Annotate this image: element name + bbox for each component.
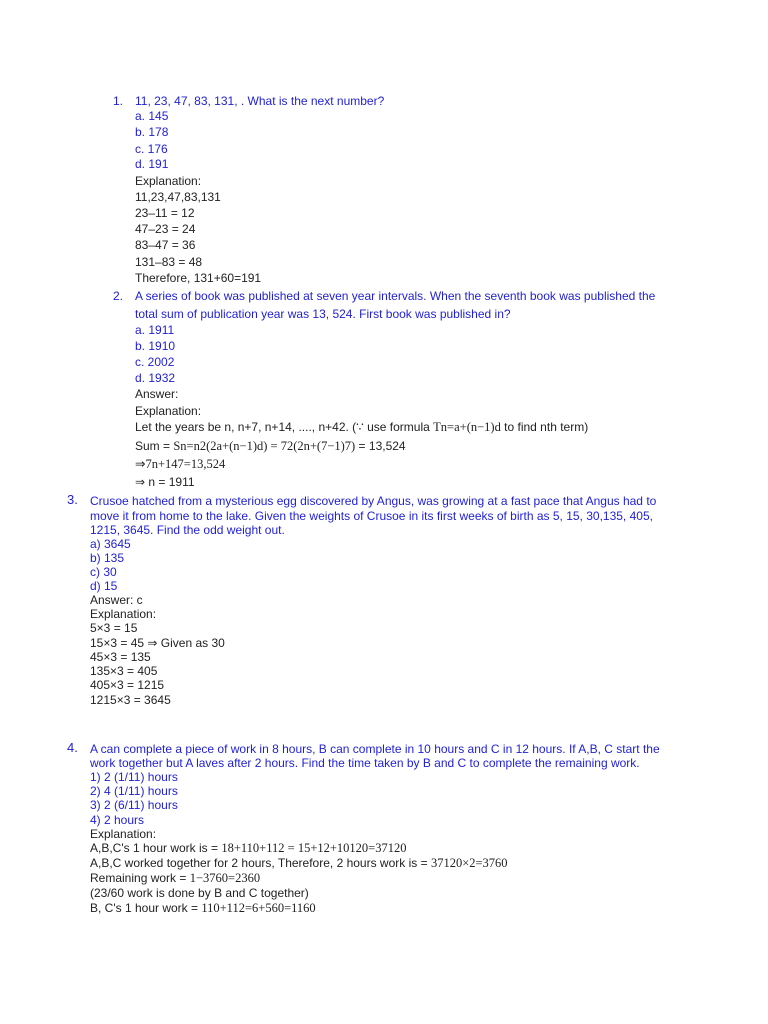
- q2-step-3: ⇒7n+147=13,524: [135, 457, 226, 471]
- q4-formula-5: 110+112=6+560=1160: [201, 901, 316, 915]
- q3-step: 15×3 = 45 ⇒ Given as 30: [90, 636, 225, 650]
- q4-option-4: 4) 2 hours: [90, 813, 145, 827]
- q4-step-5: B, C's 1 hour work = 110+112=6+560=1160: [90, 901, 316, 915]
- q1-number: 1.: [113, 94, 124, 108]
- q1-option-b: b. 178: [135, 125, 169, 139]
- q4-formula-1: 18+110+112 = 15+12+10120=37120: [221, 841, 407, 855]
- q4-number: 4.: [67, 740, 78, 755]
- q4-step-3: Remaining work = 1−3760=2360: [90, 871, 261, 885]
- q2-formula-nth-term: Tn=a+(n−1)d: [433, 420, 501, 434]
- q2-number: 2.: [113, 289, 124, 303]
- q2-formula-sum: Sn=n2(2a+(n−1)d) = 72(2n+(7−1)7): [173, 439, 356, 453]
- q4-formula-2: 37120×2=3760: [430, 856, 508, 870]
- q4-option-3: 3) 2 (6/11) hours: [90, 798, 178, 812]
- q3-option-b: b) 135: [90, 551, 125, 565]
- q4-step-4: (23/60 work is done by B and C together): [90, 886, 309, 900]
- q4-question-line2: work together but A laves after 2 hours. Find the time taken by B and C to complete the remaining work.: [90, 756, 640, 770]
- q2-question-line2: total sum of publication year was 13, 524. First book was published in?: [135, 307, 511, 321]
- q2-option-c: c. 2002: [135, 355, 175, 369]
- q2-option-d: d. 1932: [135, 371, 176, 385]
- q1-step: 11,23,47,83,131: [135, 190, 221, 204]
- q1-question: 11, 23, 47, 83, 131, . What is the next number?: [135, 94, 385, 108]
- q4-option-1: 1) 2 (1/11) hours: [90, 770, 178, 784]
- q3-explanation-label: Explanation:: [90, 607, 157, 621]
- q3-step: 45×3 = 135: [90, 650, 151, 664]
- q4-question-line1: A can complete a piece of work in 8 hours, B can complete in 10 hours and C in 12 hours. If A,B, C start the: [90, 742, 660, 756]
- q3-question-line2: move it from home to the lake. Given the weights of Crusoe in its first weeks of birth as 5, 15, 30,135, 405,: [90, 509, 653, 523]
- q1-option-d: d. 191: [135, 157, 169, 171]
- q2-answer-label: Answer:: [135, 387, 179, 401]
- q4-formula-3: 1−3760=2360: [189, 871, 261, 885]
- q1-step: 131–83 = 48: [135, 255, 203, 269]
- q4-step-2: A,B,C worked together for 2 hours, Therefore, 2 hours work is = 37120×2=3760: [90, 856, 508, 870]
- q4-explanation-label: Explanation:: [90, 827, 157, 841]
- q3-step: 1215×3 = 3645: [90, 693, 171, 707]
- q1-step: 83–47 = 36: [135, 238, 196, 252]
- q2-step-2: Sum = Sn=n2(2a+(n−1)d) = 72(2n+(7−1)7) = 13,524: [135, 439, 406, 453]
- q3-option-c: c) 30: [90, 565, 117, 579]
- q3-question-line1: Crusoe hatched from a mysterious egg discovered by Angus, was growing at a fast pace that Angus had to: [90, 494, 657, 508]
- q3-step: 135×3 = 405: [90, 664, 158, 678]
- q2-option-b: b. 1910: [135, 339, 176, 353]
- q1-step: 47–23 = 24: [135, 222, 196, 236]
- q3-step: 5×3 = 15: [90, 621, 138, 635]
- q2-step-4: ⇒ n = 1911: [135, 475, 195, 489]
- q1-explanation-label: Explanation:: [135, 174, 202, 188]
- q2-explanation-label: Explanation:: [135, 404, 202, 418]
- q4-option-2: 2) 4 (1/11) hours: [90, 784, 178, 798]
- q3-answer: Answer: c: [90, 593, 143, 607]
- q3-option-d: d) 15: [90, 579, 118, 593]
- q3-option-a: a) 3645: [90, 537, 131, 551]
- q3-number: 3.: [67, 492, 78, 507]
- q3-step: 405×3 = 1215: [90, 678, 165, 692]
- q4-step-1: A,B,C's 1 hour work is = 18+110+112 = 15+12+10120=37120: [90, 841, 407, 855]
- q3-question-line3: 1215, 3645. Find the odd weight out.: [90, 523, 285, 537]
- q2-option-a: a. 1911: [135, 323, 175, 337]
- q1-option-c: c. 176: [135, 142, 168, 156]
- q1-step: Therefore, 131+60=191: [135, 271, 262, 285]
- q1-step: 23–11 = 12: [135, 206, 195, 220]
- q1-option-a: a. 145: [135, 109, 169, 123]
- q2-question-line1: A series of book was published at seven year intervals. When the seventh book was published the: [135, 289, 656, 303]
- q2-step-1: Let the years be n, n+7, n+14, ...., n+42. (∵ use formula Tn=a+(n−1)d to find nth term): [135, 420, 589, 434]
